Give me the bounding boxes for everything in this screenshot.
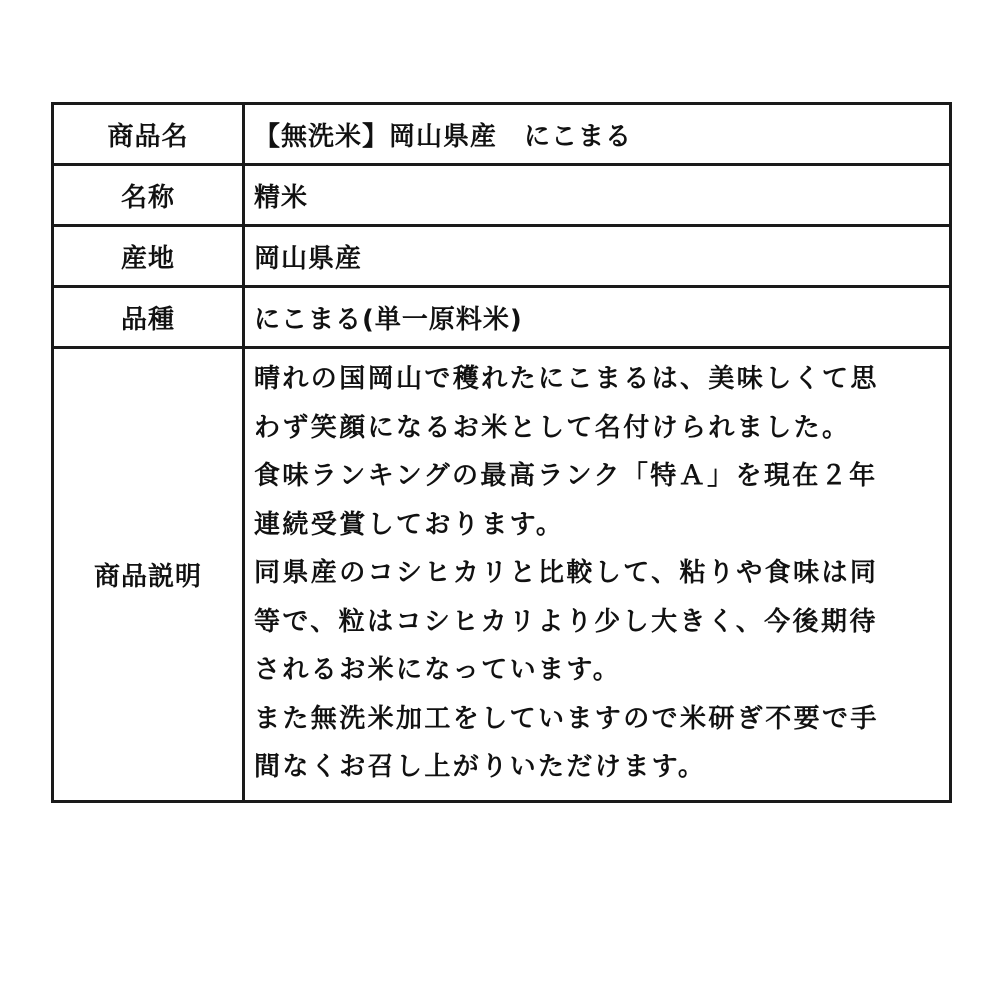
description-line: 晴れの国岡山で穫れたにこまるは、美味しくて思 bbox=[254, 364, 879, 394]
description-line: 連続受賞しております。 bbox=[254, 509, 565, 540]
description-line: わず笑顔になるお米として名付けられました。 bbox=[254, 412, 851, 443]
variety-value: にこまる(単一原料米) bbox=[244, 287, 951, 348]
product-name-value: 【無洗米】岡山県産 にこまる bbox=[244, 104, 951, 165]
variety-label: 品種 bbox=[53, 287, 244, 348]
product-spec-table bbox=[51, 102, 952, 803]
description-label: 商品説明 bbox=[53, 348, 244, 802]
description-text bbox=[244, 348, 951, 802]
description-line: 同県産のコシヒカリと比較して、粘りや食味は同 bbox=[254, 558, 879, 588]
origin-label: 産地 bbox=[53, 226, 244, 287]
spec-row-name bbox=[53, 165, 951, 226]
description-line: されるお米になっています。 bbox=[254, 655, 622, 685]
description-line: 等で、粒はコシヒカリより少し大きく、今後期待 bbox=[254, 606, 878, 637]
spec-row-variety bbox=[53, 287, 951, 348]
product-name-label: 商品名 bbox=[53, 104, 244, 165]
origin-value: 岡山県産 bbox=[244, 226, 951, 287]
spec-row-product-name bbox=[53, 104, 951, 165]
description-line: 食味ランキングの最高ランク「特Ａ」を現在２年 bbox=[254, 461, 878, 491]
description-line: 間なくお召し上がりいただけます。 bbox=[254, 752, 707, 782]
spec-row-origin bbox=[53, 226, 951, 287]
name-label: 名称 bbox=[53, 165, 244, 226]
description-line: また無洗米加工をしていますので米研ぎ不要で手 bbox=[254, 703, 879, 734]
name-value: 精米 bbox=[244, 165, 951, 226]
spec-row-description bbox=[53, 348, 951, 802]
